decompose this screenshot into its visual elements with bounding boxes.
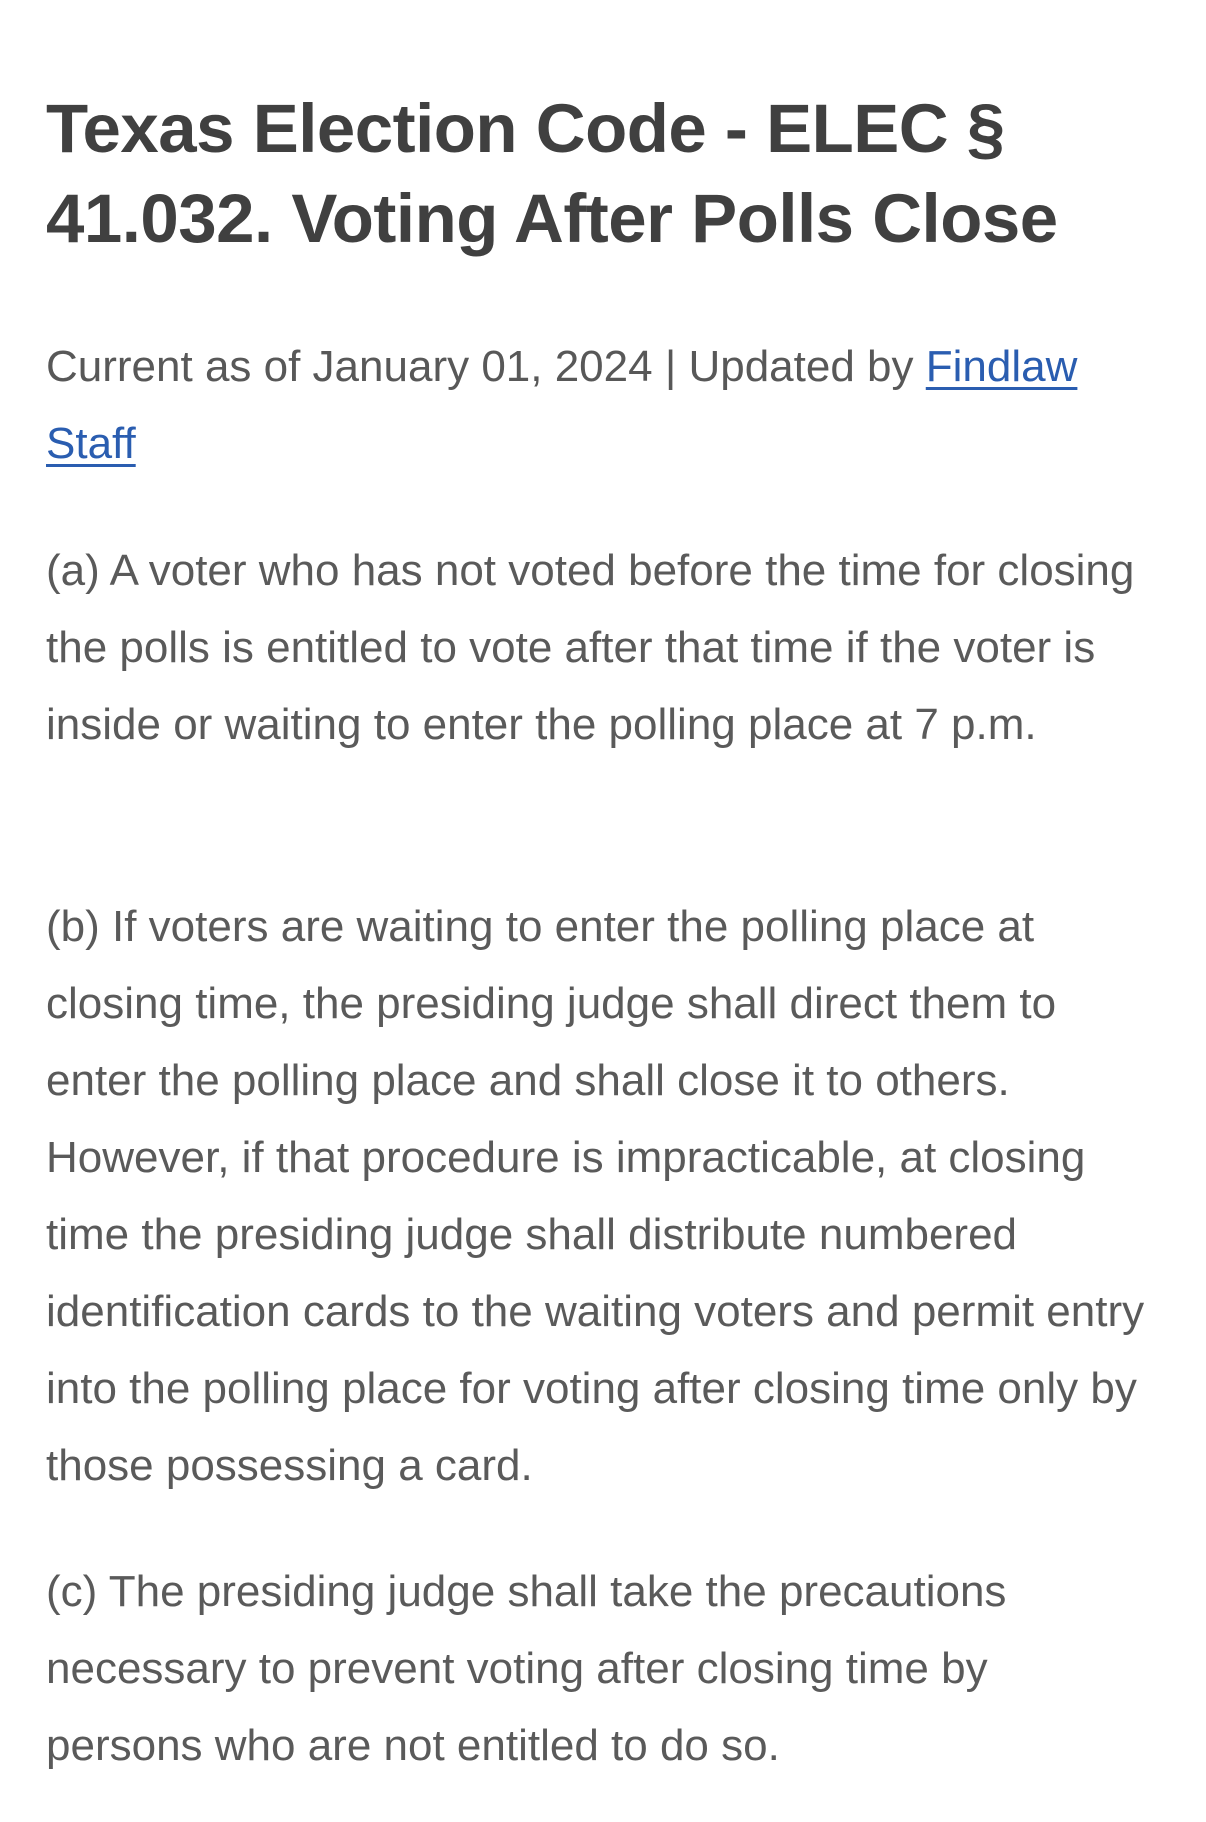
current-as-of-text: Current as of January 01, 2024 | Updated by — [46, 342, 914, 391]
article-meta — [46, 328, 1156, 482]
author-link[interactable]: Findlaw Staff — [46, 342, 1078, 468]
statute-paragraph-c: (c) The presiding judge shall take the precautions necessary to prevent voting after closing time by persons who are not entitled to do so. — [46, 1567, 1007, 1770]
statute-paragraph-a: (a) A voter who has not voted before the time for closing the polls is entitled to vote after that time if the voter is inside or waiting to enter the polling place at 7 p.m. — [46, 546, 1135, 749]
page-title: Texas Election Code - ELEC § 41.032. Voting After Polls Close — [46, 90, 1058, 257]
statute-paragraph-b: (b) If voters are waiting to enter the polling place at closing time, the presiding judge shall direct them to enter the polling place and shall close it to others. However, if that procedure is impracticable, at closing time the presiding judge shall distribute numbered identification cards to the waiting voters and permit entry into the polling place for voting after closing time only by those possessing a card. — [46, 902, 1145, 1490]
